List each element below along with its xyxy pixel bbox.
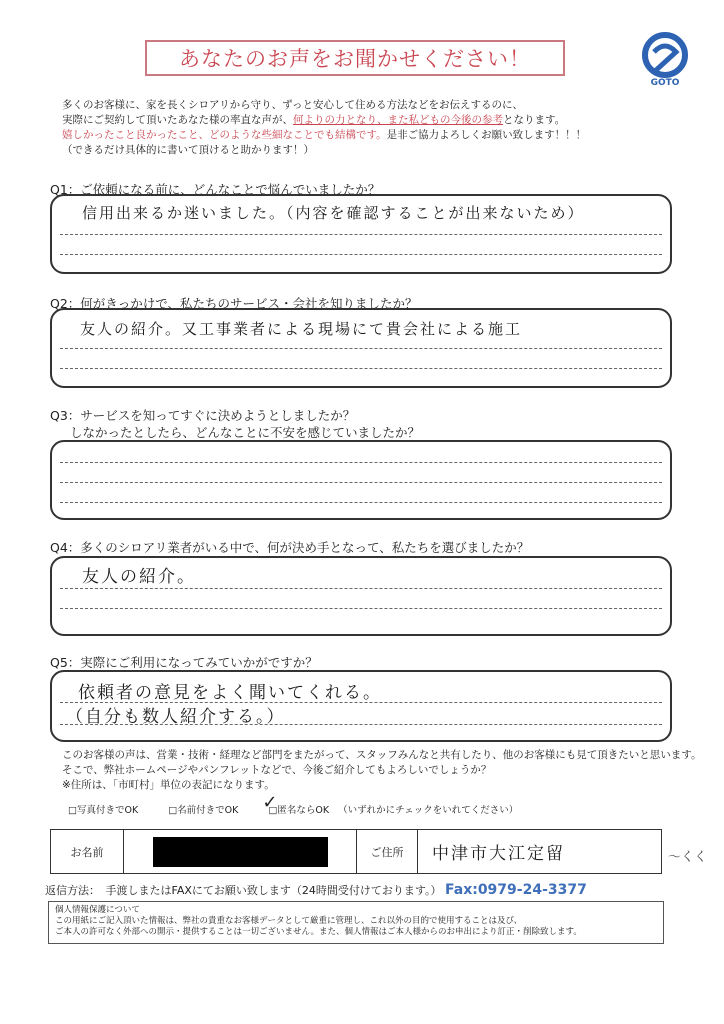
name-redaction bbox=[153, 837, 328, 867]
logo-text: GOTO bbox=[650, 78, 680, 88]
q2-line-1 bbox=[60, 348, 662, 349]
fax-number: Fax:0979-24-3377 bbox=[445, 882, 587, 898]
side-scribble: 〜くく bbox=[668, 850, 708, 865]
address-label: ご住所 bbox=[357, 830, 418, 873]
q2-answer-box[interactable] bbox=[50, 308, 672, 388]
intro-line-3b: 是非ご協力よろしくお願い致します！！！ bbox=[386, 129, 587, 141]
q5-label: Q5：実際にご利用になってみていかがですか？ bbox=[50, 655, 318, 670]
q3-line-1 bbox=[60, 462, 662, 463]
q4-answer-box[interactable] bbox=[50, 556, 672, 636]
q1-line-2 bbox=[60, 254, 662, 255]
option-note: （いずれかにチェックをいれてください） bbox=[338, 805, 519, 816]
address-field[interactable]: 中津市大江定留 bbox=[432, 844, 565, 864]
intro-line-3-red: 嬉しかったこと良かったこと、どのような些細なことでも結構です。 bbox=[62, 129, 387, 141]
q5-answer-1: 依頼者の意見をよく聞いてくれる。 bbox=[78, 683, 382, 703]
q1-answer: 信用出来るか迷いました。（内容を確認することが出来ないため） bbox=[82, 204, 585, 222]
name-address-table bbox=[50, 829, 662, 874]
name-label: お名前 bbox=[51, 830, 124, 873]
intro-highlight: 何よりの力となり、また私どもの今後の参考 bbox=[293, 114, 503, 126]
consent-line-3: ※住所は、「市町村」単位の表記になります。 bbox=[62, 779, 275, 791]
q2-label: Q2：何がきっかけで、私たちのサービス・会社を知りましたか？ bbox=[50, 296, 418, 311]
privacy-line-2: ご本人の許可なく外部への開示・提供することは一切ございません。また、個人情報はご本人様からのお申出により訂正・削除致します。 bbox=[55, 927, 582, 937]
option-photo-checkbox[interactable]: □写真付きでOK bbox=[68, 805, 139, 816]
name-field[interactable] bbox=[124, 830, 357, 873]
intro-line-2a: 実際にご契約して頂いたあなた様の率直な声が、 bbox=[62, 114, 293, 126]
privacy-notice bbox=[48, 901, 664, 944]
q1-line-1 bbox=[60, 234, 662, 235]
check-mark-icon: ✓ bbox=[262, 792, 278, 813]
privacy-heading: 個人情報保護について bbox=[55, 905, 140, 915]
q4-line-2 bbox=[60, 608, 662, 609]
intro-line-3 bbox=[62, 128, 586, 143]
option-name-checkbox[interactable]: □名前付きでOK bbox=[168, 805, 239, 816]
intro-line-1: 多くのお客様に、家を長くシロアリから守り、ずっと安心して住める方法などをお伝えするのに、 bbox=[62, 99, 523, 111]
consent-line-1: このお客様の声は、営業・技術・経理など部門をまたがって、スタッフみんなと共有したり、他のお客様にも見て頂きたいと思います。 bbox=[62, 749, 702, 761]
intro-line-2c: となります。 bbox=[503, 114, 566, 126]
consent-options bbox=[68, 792, 519, 816]
q5-answer-box[interactable] bbox=[50, 670, 672, 742]
q1-answer-box[interactable] bbox=[50, 194, 672, 274]
q4-label: Q4：多くのシロアリ業者がいる中で、何が決め手となって、私たちを選びましたか？ bbox=[50, 540, 530, 555]
return-text: 返信方法： 手渡しまたはFAXにてお願い致します（24時間受付けております。） bbox=[45, 884, 442, 897]
q3-answer-box[interactable] bbox=[50, 440, 672, 520]
q3-line-3 bbox=[60, 502, 662, 503]
q2-line-2 bbox=[60, 368, 662, 369]
q3-line-2 bbox=[60, 482, 662, 483]
q4-answer: 友人の紹介。 bbox=[82, 567, 196, 587]
option-anonymous-checkbox[interactable] bbox=[262, 792, 519, 816]
q3-label-2: しなかったとしたら、どんなことに不安を感じていましたか？ bbox=[70, 425, 421, 440]
consent-line-2: そこで、弊社ホームページやパンフレットなどで、今後ご紹介してもよろしいでしょうか？ bbox=[62, 764, 492, 776]
page-title: あなたのお声をお聞かせください！ bbox=[145, 40, 565, 76]
q5-answer-2: （自分も数人紹介する。） bbox=[66, 707, 286, 727]
q1-label: Q1：ご依頼になる前に、どんなことで悩んでいましたか？ bbox=[50, 182, 381, 197]
q3-label-1: Q3：サービスを知ってすぐに決めようとしましたか？ bbox=[50, 408, 356, 423]
option-anonymous-label: □匿名ならOK bbox=[268, 805, 330, 816]
return-method bbox=[45, 882, 587, 898]
intro-line-2 bbox=[62, 113, 565, 128]
intro-line-4: （できるだけ具体的に書いて頂けると助かります！） bbox=[62, 144, 314, 156]
q2-answer: 友人の紹介。又工事業者による現場にて貴会社による施工 bbox=[80, 320, 523, 338]
q4-line-1 bbox=[60, 588, 662, 589]
privacy-line-1: この用紙にご記入頂いた情報は、弊社の貴重なお客様データとして厳重に管理し、これ以外の目的で使用することは及び、 bbox=[55, 916, 523, 926]
